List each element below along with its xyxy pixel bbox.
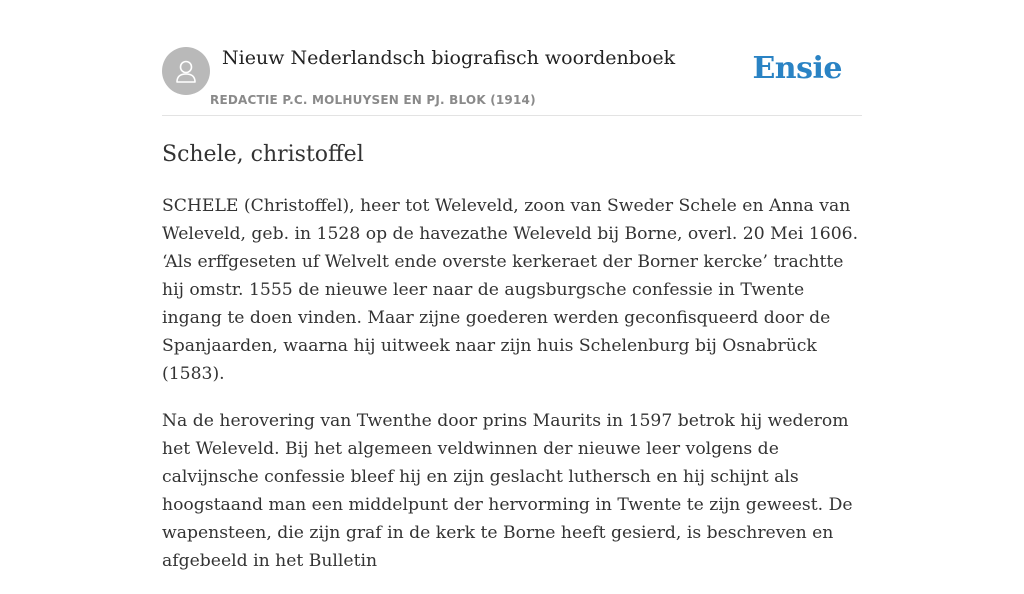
book-title[interactable]: Nieuw Nederlandsch biografisch woordenboek — [222, 47, 676, 69]
book-subtitle: REDACTIE P.C. MOLHUYSEN EN PJ. BLOK (1914) — [210, 93, 536, 107]
header — [162, 46, 862, 116]
avatar[interactable] — [162, 47, 210, 95]
entry-title: Schele, christoffel — [162, 142, 364, 167]
brand-logo[interactable]: Ensie — [752, 51, 842, 86]
entry-paragraph: Na de herovering van Twenthe door prins Maurits in 1597 betrok hij wederom het Weleveld. Bij het algemeen veldwinnen der nieuwe leer volgens de calvijnsche confessie bleef hij en zijn geslacht luthersch en hij schijnt als hoogstaand man een middelpunt der hervorming in Twente te zijn geweest. De wapensteen, die zijn graf in de kerk te Borne heeft gesierd, is beschreven en afgebeeld in het Bulletin — [162, 411, 853, 571]
user-icon — [172, 57, 200, 85]
entry-body — [162, 192, 864, 594]
entry-paragraph: SCHELE (Christoffel), heer tot Weleveld, zoon van Sweder Schele en Anna van Weleveld, geb. in 1528 op de havezathe Weleveld bij Borne, overl. 20 Mei 1606. ‘Als erffgeseten uf Welvelt ende overste kerkeraet der Borner kercke’ trachtte hij omstr. 1555 de nieuwe leer naar de augsburgsche confessie in Twente ingang te doen vinden. Maar zijne goederen werden geconfisqueerd door de Spanjaarden, waarna hij uitweek naar zijn huis Schelenburg bij Osnabrück (1583). — [162, 196, 859, 384]
header-divider — [162, 115, 862, 116]
